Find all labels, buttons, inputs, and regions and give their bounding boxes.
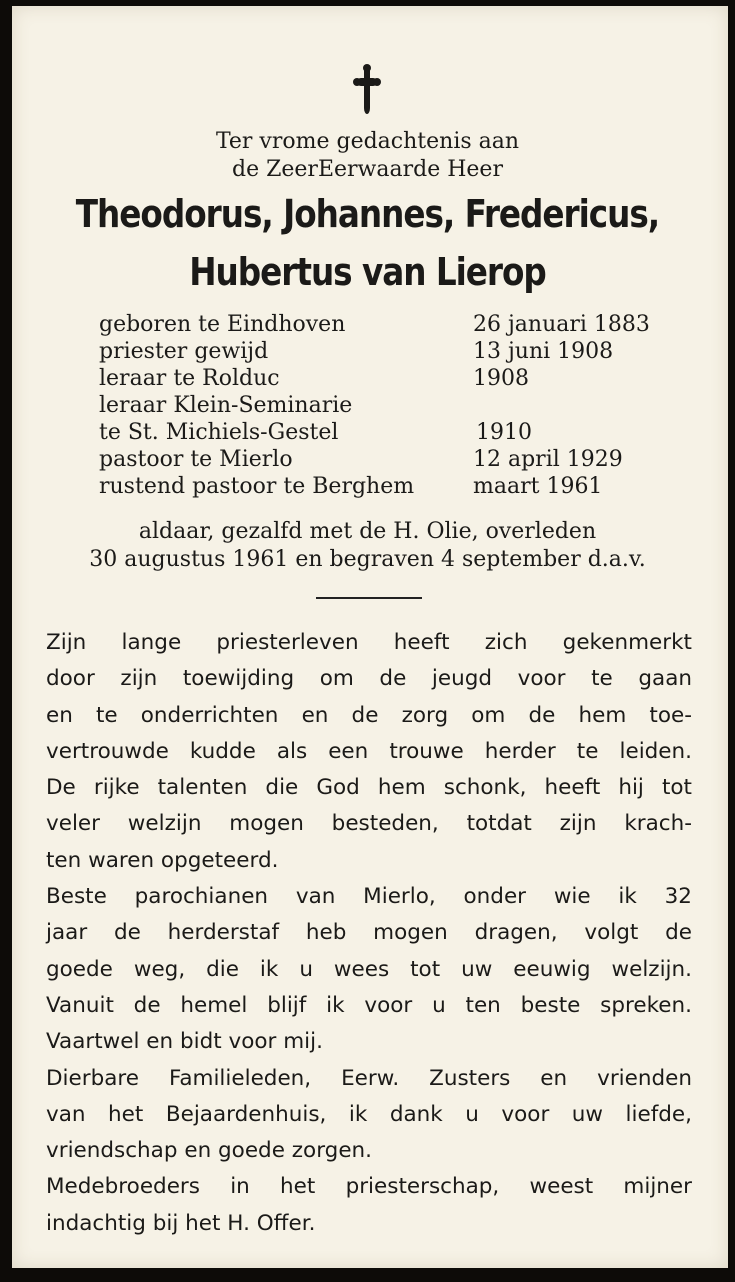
fact-value: 26 januari 1883 (473, 312, 650, 337)
fact-value: maart 1961 (473, 474, 603, 499)
text-line: ten waren opgeteerd. (46, 847, 279, 873)
fact-row (99, 473, 679, 500)
fact-row (99, 419, 679, 446)
text-line: vriendschap en goede zorgen. (46, 1138, 373, 1164)
fact-value: 13 juni 1908 (473, 339, 614, 364)
fact-row (99, 311, 679, 338)
text-line: goede weg, die ik u wees tot uw eeuwig welzijn. (46, 956, 692, 982)
fact-value: 1910 (476, 420, 532, 445)
fact-row (99, 392, 679, 419)
text-line: Zijn lange priesterleven heeft zich gekenmerkt (46, 630, 692, 655)
deceased-name-line-2: Hubertus van Lierop (189, 250, 546, 294)
fact-row (99, 365, 679, 392)
text-line: Medebroeders in het priesterschap, weest mijner (46, 1174, 692, 1200)
memorial-text (46, 625, 692, 1242)
text-line: en te onderrichten en de zorg om de hem toe- (46, 702, 692, 728)
text-line: Vaartwel en bidt voor mij. (46, 1029, 323, 1055)
death-line-2: 30 augustus 1961 en begraven 4 september d.a.v. (89, 547, 646, 572)
text-line: Beste parochianen van Mierlo, onder wie ik 32 (46, 884, 692, 910)
intro-line-1: Ter vrome gedachtenis aan (215, 129, 520, 154)
fact-value: 1908 (473, 366, 529, 391)
text-line: Dierbare Familieleden, Eerw. Zusters en vrienden (46, 1065, 692, 1091)
text-line: Vanuit de hemel blijf ik voor u ten beste spreken. (46, 992, 692, 1018)
fact-label: pastoor te Mierlo (99, 447, 293, 472)
text-line: jaar de herderstaf heb mogen dragen, volgt de (46, 920, 692, 946)
intro-line-2: de ZeerEerwaarde Heer (232, 157, 503, 182)
death-line-1: aldaar, gezalfd met de H. Olie, overleden (138, 519, 597, 544)
text-line: door zijn toewijding om de jeugd voor te gaan (46, 666, 692, 692)
divider (316, 597, 422, 599)
fact-label: geboren te Eindhoven (99, 312, 346, 337)
fact-label: leraar te Rolduc (99, 366, 280, 391)
fact-label: priester gewijd (99, 339, 269, 364)
fact-label: rustend pastoor te Berghem (99, 474, 415, 499)
text-line: De rijke talenten die God hem schonk, heeft hij tot (46, 775, 692, 801)
text-line: indachtig bij het H. Offer. (46, 1210, 316, 1236)
text-line: van het Bejaardenhuis, ik dank u voor uw liefde, (46, 1101, 692, 1127)
fact-value: 12 april 1929 (473, 447, 623, 472)
fact-label: leraar Klein-Seminarie (99, 393, 353, 418)
fact-row (99, 446, 679, 473)
deceased-name-line-1: Theodorus, Johannes, Fredericus, (75, 192, 660, 236)
latin-cross-icon (347, 64, 387, 114)
fact-label: te St. Michiels-Gestel (99, 420, 339, 445)
text-line: veler welzijn mogen besteden, totdat zijn krach- (46, 811, 692, 837)
text-line: vertrouwde kudde als een trouwe herder te leiden. (46, 738, 692, 764)
biography-facts (99, 311, 679, 500)
fact-row (99, 338, 679, 365)
